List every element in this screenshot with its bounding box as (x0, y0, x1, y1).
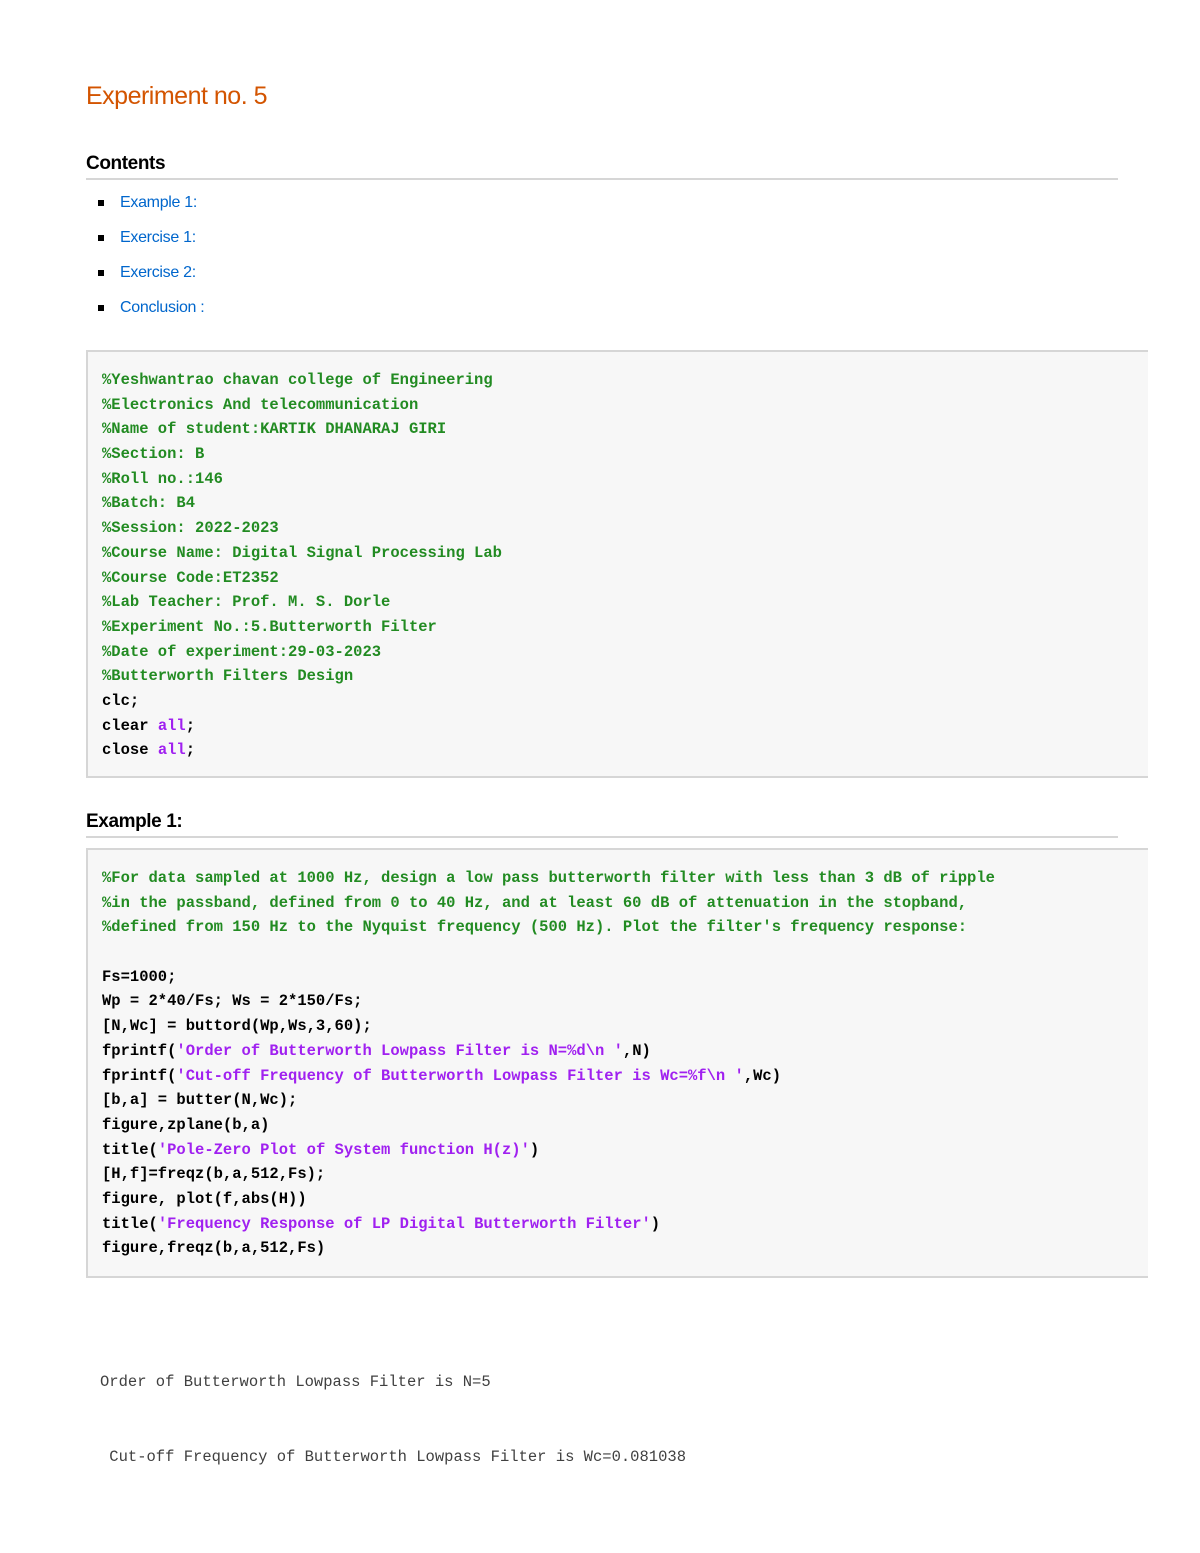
code-text: Wp = 2*40/Fs; Ws = 2*150/Fs; (102, 992, 363, 1011)
code-text: [H,f]=freqz(b,a,512,Fs); (102, 1165, 326, 1184)
code-line (102, 1138, 995, 1163)
code-comment: %Section: B (102, 445, 205, 464)
toc-link-exercise-1[interactable]: Exercise 1: (120, 229, 196, 246)
code-text: title( (102, 1214, 158, 1233)
code-line (102, 989, 995, 1014)
code-comment: %Session: 2022-2023 (102, 519, 279, 538)
code-text: clear (102, 716, 158, 735)
code-line (102, 1187, 995, 1212)
code-string: 'Pole-Zero Plot of System function H(z)' (157, 1140, 530, 1159)
code-text: figure,freqz(b,a,512,Fs) (102, 1239, 326, 1258)
code-text: Fs=1000; (102, 967, 177, 986)
example-1-divider (86, 836, 1118, 838)
code-keyword: all (157, 716, 186, 735)
code-line (102, 393, 502, 418)
code-comment: %Batch: B4 (102, 494, 196, 513)
code-comment: %Name of student:KARTIK DHANARAJ GIRI (102, 420, 447, 439)
code-comment: %in the passband, defined from 0 to 40 Hz, and at least 60 dB of attenuation in the stopband, (102, 893, 968, 912)
code-text: title( (102, 1140, 158, 1159)
code-text: ,N) (622, 1041, 651, 1060)
code-keyword: all (157, 741, 186, 760)
code-string: 'Frequency Response of LP Digital Butterworth Filter' (157, 1214, 651, 1233)
contents-divider (86, 178, 1118, 180)
code-text: figure, plot(f,abs(H)) (102, 1189, 307, 1208)
code-line (102, 541, 502, 566)
code-comment: %Lab Teacher: Prof. M. S. Dorle (102, 593, 391, 612)
code-comment: %Date of experiment:29-03-2023 (102, 642, 382, 661)
toc-link-exercise-2[interactable]: Exercise 2: (120, 264, 196, 281)
code-line (102, 516, 502, 541)
bullet-icon (98, 305, 104, 311)
example-1-code (102, 866, 995, 1261)
code-line (102, 640, 502, 665)
code-line (102, 689, 502, 714)
code-text: fprintf( (102, 1066, 177, 1085)
code-comment: %For data sampled at 1000 Hz, design a low pass butterworth filter with less than 3 dB of ripple (102, 869, 995, 887)
code-comment: %defined from 150 Hz to the Nyquist frequency (500 Hz). Plot the filter's frequency response: (102, 918, 968, 937)
code-line (102, 714, 502, 739)
code-text: [b,a] = butter(N,Wc); (102, 1091, 298, 1110)
code-line (102, 1212, 995, 1237)
code-comment: %Roll no.:146 (102, 469, 223, 488)
code-line (102, 442, 502, 467)
output-line: Cut-off Frequency of Butterworth Lowpass Filter is Wc=0.081038 (100, 1447, 686, 1466)
code-text: clc; (102, 691, 140, 710)
code-comment: %Butterworth Filters Design (102, 667, 354, 686)
toc-link-conclusion[interactable]: Conclusion : (120, 299, 205, 316)
code-line (102, 1064, 995, 1089)
example-1-heading: Example 1: (86, 811, 183, 832)
header-code (102, 368, 502, 763)
code-line (102, 915, 995, 940)
example-1-code-block (86, 848, 1148, 1278)
code-string: 'Cut-off Frequency of Butterworth Lowpass Filter is Wc=%f\n ' (176, 1066, 744, 1085)
code-line (102, 891, 995, 916)
code-line (102, 566, 502, 591)
code-text: ,Wc) (743, 1066, 782, 1085)
code-comment: %Electronics And telecommunication (102, 395, 419, 414)
page-title: Experiment no. 5 (86, 82, 267, 110)
code-line (102, 590, 502, 615)
code-text: figure,zplane(b,a) (102, 1115, 270, 1134)
bullet-icon (98, 200, 104, 206)
code-line (102, 1039, 995, 1064)
code-line (102, 467, 502, 492)
code-line (102, 368, 502, 393)
header-code-block (86, 350, 1148, 778)
code-comment: %Yeshwantrao chavan college of Engineering (102, 371, 493, 389)
code-comment: %Experiment No.:5.Butterworth Filter (102, 617, 437, 636)
code-text: ) (650, 1214, 661, 1233)
code-line (102, 1236, 995, 1261)
code-line (102, 491, 502, 516)
code-line (102, 1014, 995, 1039)
code-text: ; (185, 716, 196, 735)
code-comment: %Course Name: Digital Signal Processing Lab (102, 543, 502, 562)
code-line (102, 1088, 995, 1113)
code-text: ; (185, 741, 196, 760)
code-text: close (102, 741, 158, 760)
code-comment: %Course Code:ET2352 (102, 568, 279, 587)
code-line (102, 417, 502, 442)
code-line (102, 866, 995, 891)
output-line: Order of Butterworth Lowpass Filter is N=5 (100, 1373, 491, 1391)
contents-heading: Contents (86, 153, 166, 174)
bullet-icon (98, 235, 104, 241)
code-text: fprintf( (102, 1041, 177, 1060)
code-line (102, 965, 995, 990)
code-line (102, 615, 502, 640)
code-string: 'Order of Butterworth Lowpass Filter is N=%d\n ' (176, 1041, 623, 1060)
code-line (102, 1162, 995, 1187)
bullet-icon (98, 270, 104, 276)
example-1-output (100, 1320, 686, 1519)
code-line (102, 738, 502, 763)
code-text: [N,Wc] = buttord(Wp,Ws,3,60); (102, 1017, 372, 1036)
code-line (102, 940, 995, 965)
toc-link-example-1[interactable]: Example 1: (120, 194, 198, 211)
code-text: ) (529, 1140, 540, 1159)
code-line (102, 1113, 995, 1138)
code-line (102, 664, 502, 689)
